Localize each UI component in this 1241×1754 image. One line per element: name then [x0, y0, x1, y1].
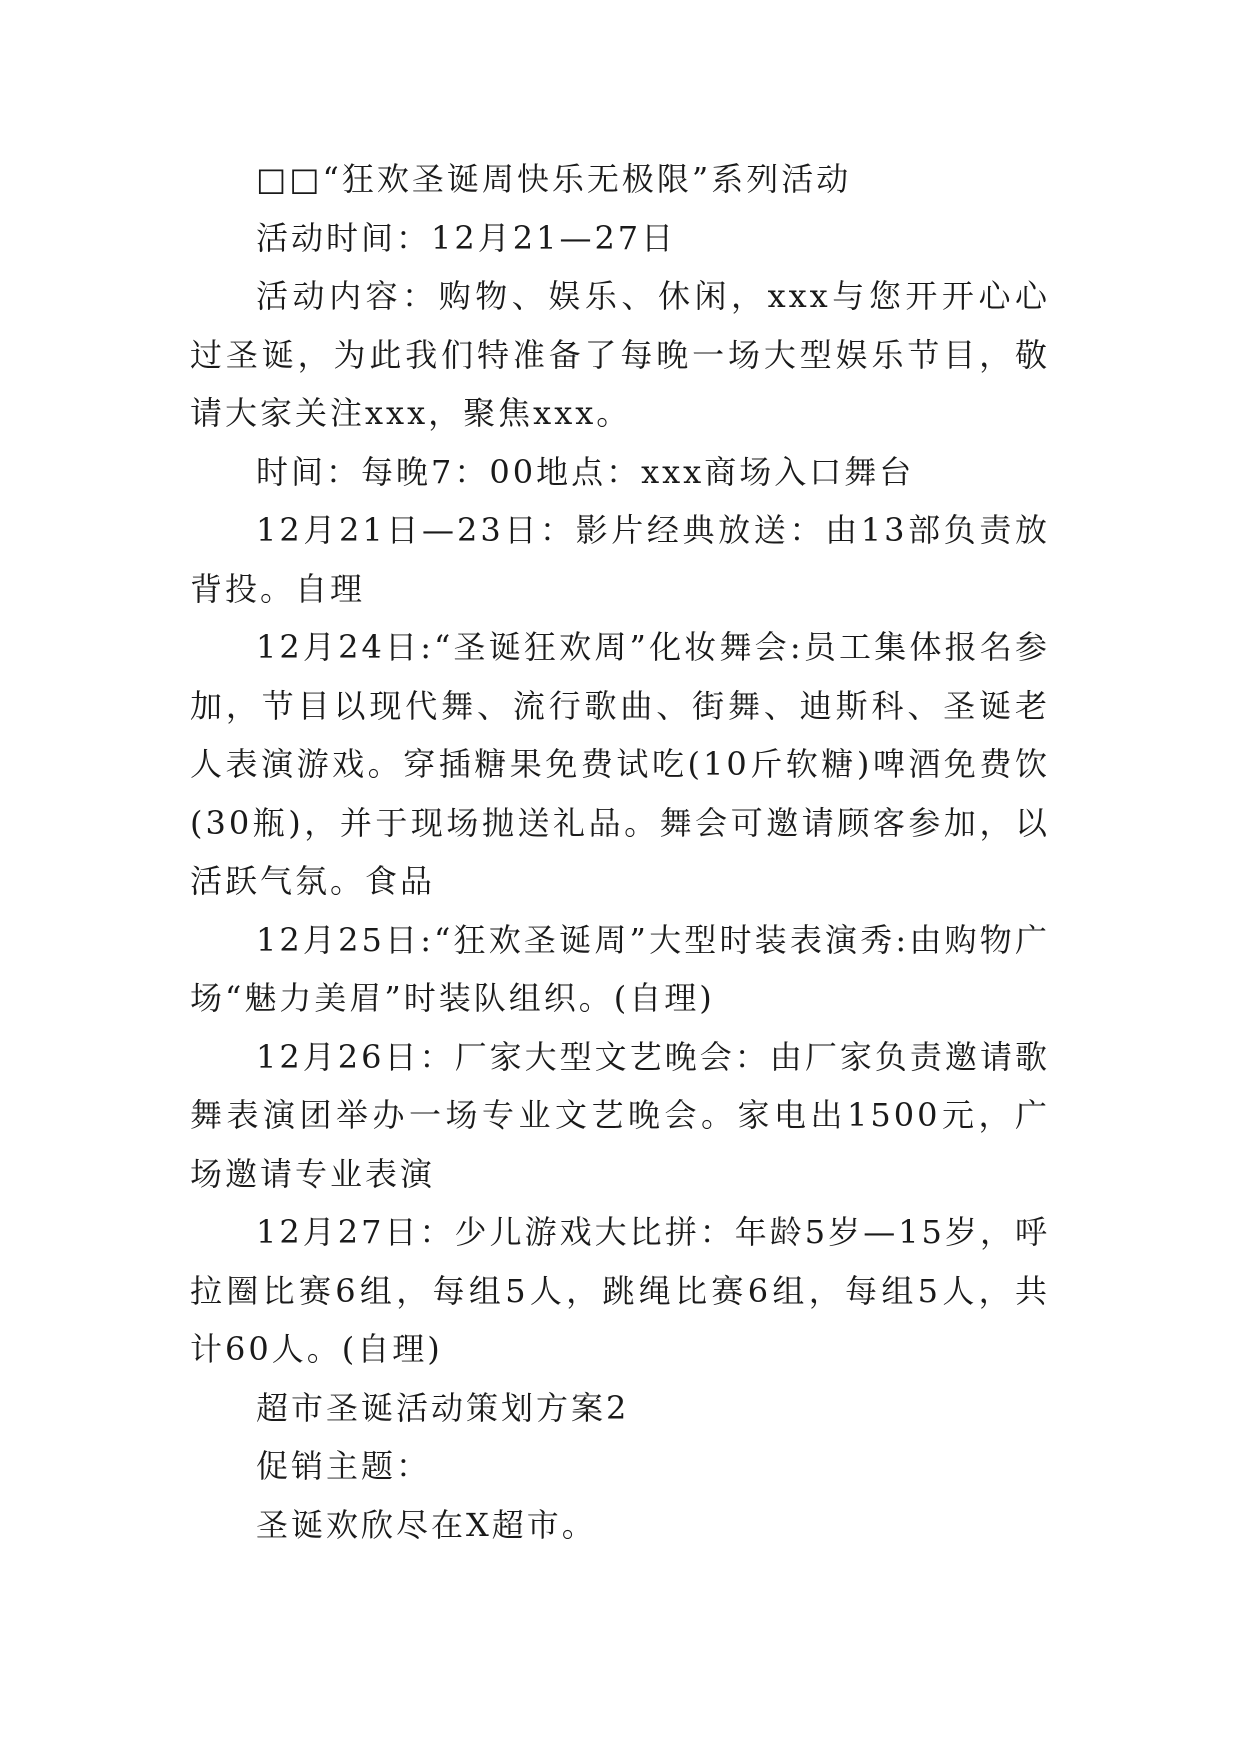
- show-time-location: 时间：每晚7：00地点：xxx商场入口舞台: [256, 452, 915, 491]
- plan-2-heading: 超市圣诞活动策划方案2: [256, 1388, 630, 1427]
- schedule-dec-26: 12月26日：厂家大型文艺晚会：由厂家负责邀请歌舞表演团举办一场专业文艺晚会。家电出1500元，广场邀请专业表演: [190, 1037, 1050, 1193]
- event-time: 活动时间：12月21—27日: [256, 218, 677, 257]
- schedule-dec-21-23: 12月21日—23日：影片经典放送：由13部负责放背投。自理: [190, 511, 1050, 608]
- promotion-theme-text: 圣诞欢欣尽在X超市。: [256, 1505, 597, 1544]
- document-body: [190, 150, 1050, 1554]
- event-series-title: □□“狂欢圣诞周快乐无极限”系列活动: [256, 160, 852, 198]
- schedule-dec-27: 12月27日：少儿游戏大比拼：年龄5岁—15岁，呼拉圈比赛6组，每组5人，跳绳比赛6组，每组5人，共计60人。(自理): [190, 1213, 1050, 1368]
- event-content: 活动内容：购物、娱乐、休闲，xxx与您开开心心过圣诞，为此我们特准备了每晚一场大型娱乐节目，敬请大家关注xxx，聚焦xxx。: [190, 277, 1050, 432]
- schedule-dec-24: 12月24日:“圣诞狂欢周”化妆舞会:员工集体报名参加，节目以现代舞、流行歌曲、街舞、迪斯科、圣诞老人表演游戏。穿插糖果免费试吃(10斤软糖)啤酒免费饮(30瓶)，并于现场抛送礼品。舞会可邀请顾客参加，以活跃气氛。食品: [190, 628, 1050, 900]
- schedule-dec-25: 12月25日:“狂欢圣诞周”大型时装表演秀:由购物广场“魅力美眉”时装队组织。(自理): [190, 920, 1050, 1017]
- promotion-theme-label: 促销主题：: [256, 1447, 432, 1485]
